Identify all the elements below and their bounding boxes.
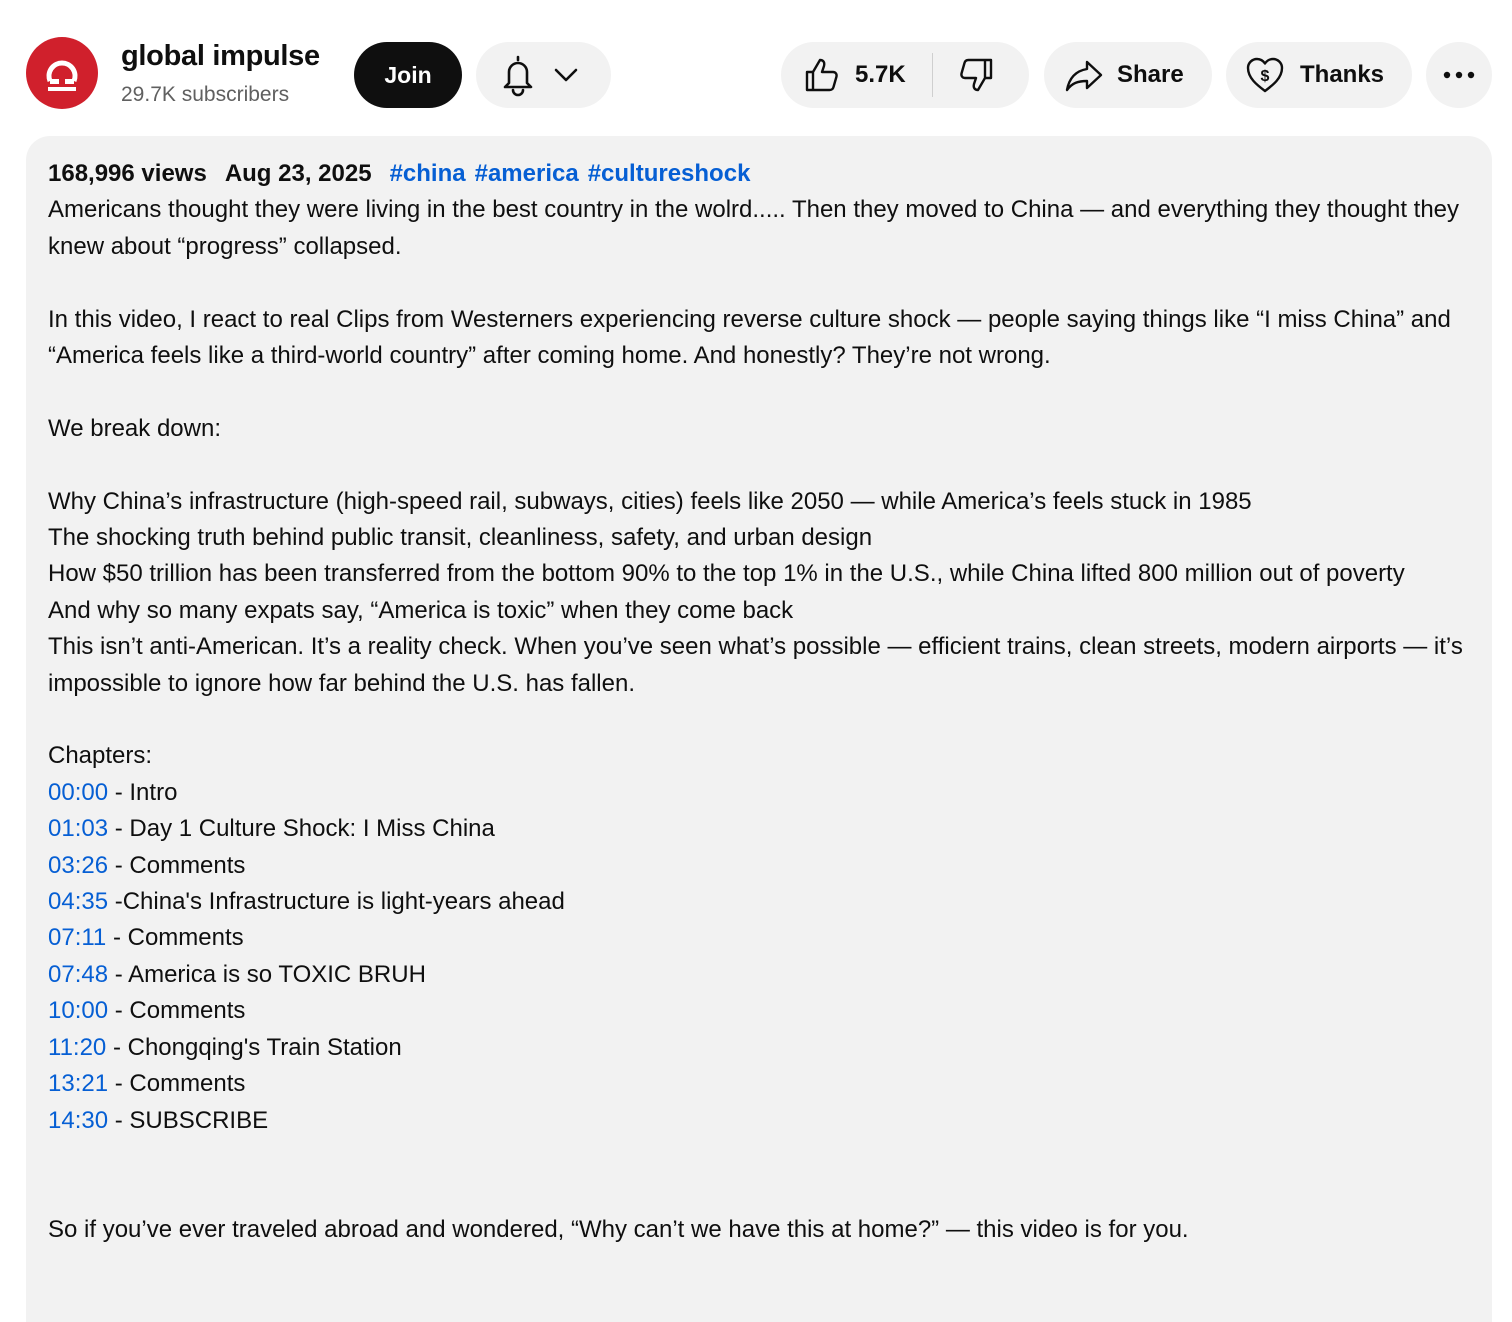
- breakdown-point: Why China’s infrastructure (high-speed rail, subways, cities) feels like 2050 — while America’s feels stuck in 1985: [48, 487, 1252, 515]
- thanks-button[interactable]: [1226, 42, 1412, 108]
- like-count: 5.7K: [855, 61, 906, 88]
- description-paragraph: In this video, I react to real Clips from Westerners experiencing reverse culture shock — people saying things like “I miss China” and “America feels like a third-world country” after coming home. And honestly? They’re not wrong.: [48, 305, 1451, 370]
- chapter-item: [48, 920, 1478, 956]
- chapter-timestamp[interactable]: 11:20: [48, 1033, 107, 1061]
- description-text: [48, 156, 1478, 1248]
- chapter-item: [48, 1066, 1478, 1102]
- thanks-label: Thanks: [1300, 61, 1385, 88]
- breakdown-heading: We break down:: [48, 414, 221, 442]
- owner-bar: [0, 0, 1512, 120]
- breakdown-point: And why so many expats say, “America is toxic” when they come back: [48, 596, 794, 624]
- chapter-timestamp[interactable]: 03:26: [48, 851, 109, 879]
- chapter-title: - Comments: [108, 851, 246, 879]
- chapter-timestamp[interactable]: 10:00: [48, 997, 109, 1025]
- chapter-title: - Chongqing's Train Station: [106, 1033, 402, 1061]
- chapter-timestamp[interactable]: 07:11: [48, 924, 107, 952]
- like-dislike-group: [781, 42, 1029, 108]
- chapter-title: - America is so TOXIC BRUH: [108, 960, 426, 988]
- share-button[interactable]: [1044, 42, 1212, 108]
- view-count: 168,996 views: [48, 160, 207, 187]
- share-label: Share: [1117, 61, 1184, 88]
- thumbs-up-icon: [801, 55, 841, 95]
- chevron-down-icon: [552, 65, 580, 85]
- subscriber-count: 29.7K subscribers: [121, 83, 290, 106]
- channel-avatar[interactable]: [26, 37, 98, 109]
- svg-text:$: $: [1260, 68, 1270, 85]
- video-meta: [48, 156, 1478, 192]
- chapter-title: - Comments: [108, 1070, 246, 1098]
- chapter-title: - Day 1 Culture Shock: I Miss China: [108, 815, 495, 843]
- breakdown-point: How $50 trillion has been transferred from the bottom 90% to the top 1% in the U.S., while China lifted 800 million out of poverty: [48, 560, 1405, 588]
- chapters-heading: Chapters:: [48, 742, 153, 770]
- bell-icon: [498, 53, 538, 97]
- chapter-title: - SUBSCRIBE: [108, 1106, 269, 1134]
- share-icon: [1064, 55, 1104, 95]
- thumbs-down-icon: [957, 55, 997, 95]
- chapter-timestamp[interactable]: 13:21: [48, 1070, 109, 1098]
- chapter-timestamp[interactable]: 00:00: [48, 778, 109, 806]
- description-intro: Americans thought they were living in the best country in the wolrd..... Then they moved to China — and everything they thought they knew about “progress” collapsed.: [48, 196, 1460, 260]
- chapter-title: -China's Infrastructure is light-years ahead: [108, 888, 565, 916]
- breakdown-point: This isn’t anti-American. It’s a reality check. When you’ve seen what’s possible — efficient trains, clean streets, modern airports — it’s impossible to ignore how far behind the U.S. has fallen.: [48, 633, 1463, 697]
- chapter-title: - Comments: [108, 997, 246, 1025]
- chapter-title: - Comments: [106, 924, 244, 952]
- chapter-timestamp[interactable]: 04:35: [48, 888, 109, 916]
- hashtag-link[interactable]: #china: [389, 160, 466, 187]
- more-actions-button[interactable]: [1426, 42, 1492, 108]
- more-icon: [1442, 70, 1476, 80]
- upload-date: Aug 23, 2025: [224, 160, 372, 187]
- chapter-item: [48, 848, 1478, 884]
- channel-logo-icon: [42, 53, 82, 93]
- hashtag-link[interactable]: #cultureshock: [587, 160, 751, 187]
- chapter-item: [48, 957, 1478, 993]
- join-button[interactable]: Join: [354, 42, 462, 108]
- chapter-timestamp[interactable]: 01:03: [48, 815, 109, 843]
- heart-dollar-icon: [1244, 54, 1286, 96]
- chapter-item: [48, 811, 1478, 847]
- like-button[interactable]: [781, 42, 932, 108]
- description-closing: So if you’ve ever traveled abroad and wondered, “Why can’t we have this at home?” — this video is for you.: [48, 1215, 1189, 1243]
- chapter-item: [48, 993, 1478, 1029]
- notification-button[interactable]: [476, 42, 611, 108]
- breakdown-point: The shocking truth behind public transit, cleanliness, safety, and urban design: [48, 524, 873, 552]
- chapter-item: [48, 884, 1478, 920]
- dislike-button[interactable]: [933, 42, 997, 108]
- chapter-timestamp[interactable]: 07:48: [48, 960, 109, 988]
- chapter-item: [48, 775, 1478, 811]
- chapter-title: - Intro: [108, 778, 178, 806]
- chapter-list: [48, 775, 1478, 1139]
- chapter-timestamp[interactable]: 14:30: [48, 1106, 109, 1134]
- channel-name[interactable]: global impulse: [121, 40, 320, 72]
- chapter-item: [48, 1030, 1478, 1066]
- description-panel[interactable]: [26, 136, 1492, 1322]
- hashtag-link[interactable]: #america: [474, 160, 579, 187]
- chapter-item: [48, 1103, 1478, 1139]
